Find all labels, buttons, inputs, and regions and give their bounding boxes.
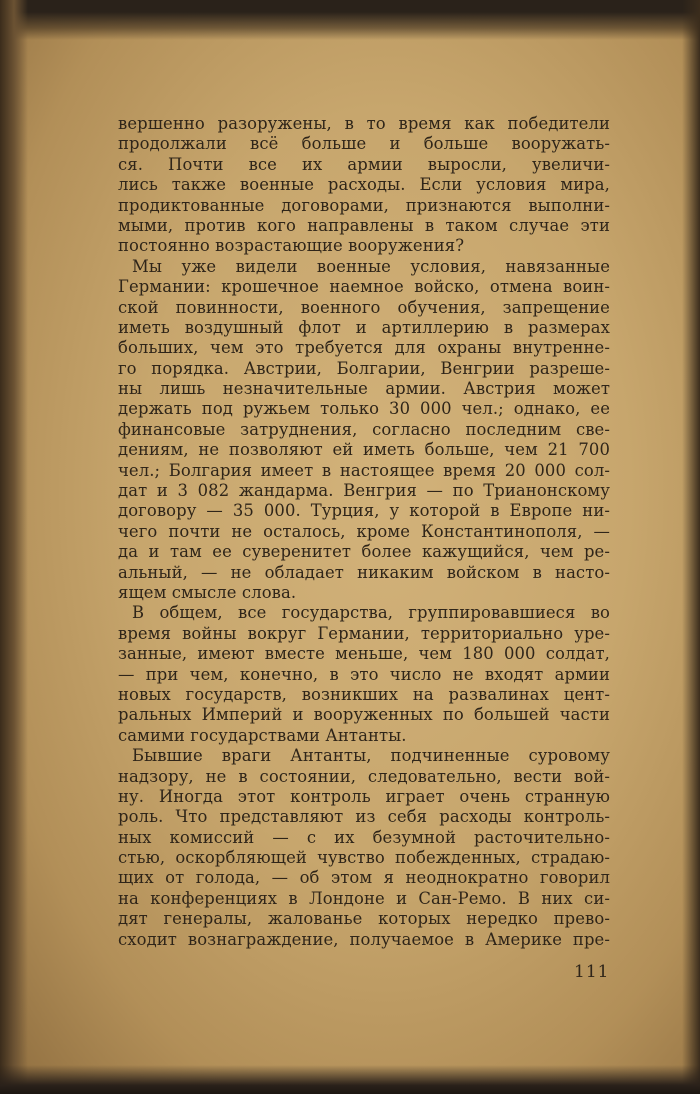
text-line: продиктованные договорами, признаются выполни- <box>118 195 610 215</box>
text-line: на конференциях в Лондоне и Сан-Ремо. В них си- <box>118 888 610 908</box>
text-line: новых государств, возникших на развалинах цент- <box>118 684 610 704</box>
text-line: дат и 3 082 жандарма. Венгрия — по Трианонскому <box>118 481 610 501</box>
text-line: чел.; Болгария имеет в настоящее время 20 000 сол- <box>118 460 610 480</box>
page-number: 111 <box>574 962 610 982</box>
text-line: ны лишь незначительные армии. Австрия может <box>118 379 610 399</box>
text-line: мыми, против кого направлены в таком случае эти <box>118 215 610 235</box>
text-line: да и там ее суверенитет более кажущийся, чем ре- <box>118 542 610 562</box>
text-line: держать под ружьем только 30 000 чел.; однако, ее <box>118 399 610 419</box>
text-line: ской повинности, военного обучения, запрещение <box>118 297 610 317</box>
text-line: дениям, не позволяют ей иметь больше, чем 21 700 <box>118 440 610 460</box>
text-line: больших, чем это требуется для охраны внутренне- <box>118 338 610 358</box>
text-line: занные, имеют вместе меньше, чем 180 000 солдат, <box>118 644 610 664</box>
page-top-shadow <box>0 0 700 40</box>
text-line: Германии: крошечное наемное войско, отмена воин- <box>118 277 610 297</box>
text-line: Мы уже видели военные условия, навязанные <box>132 256 610 276</box>
text-line: сходит вознаграждение, получаемое в Америке пре- <box>118 929 610 949</box>
text-line: вершенно разоружены, в то время как победители <box>118 114 610 133</box>
text-line: дят генералы, жалованье которых нередко прево- <box>118 909 610 929</box>
text-line: ных комиссий — с их безумной расточительно- <box>118 827 610 847</box>
text-line: лись также военные расходы. Если условия мира, <box>118 175 610 195</box>
text-line: постоянно возрастающие вооружения? <box>118 236 465 256</box>
text-line: иметь воздушный флот и артиллерию в размерах <box>118 317 610 337</box>
text-line: ящем смысле слова. <box>118 582 297 602</box>
page-left-edge <box>0 0 28 1094</box>
text-line: чего почти не осталось, кроме Константинополя, — <box>118 521 610 541</box>
text-line: альный, — не обладает никаким войском в насто- <box>118 562 610 582</box>
text-line: время войны вокруг Германии, территориально уре- <box>118 623 610 643</box>
text-line: самими государствами Антанты. <box>118 725 407 745</box>
text-line: ну. Иногда этот контроль играет очень странную <box>118 786 610 806</box>
text-line: роль. Что представляют из себя расходы контроль- <box>118 807 610 827</box>
text-line: надзору, не в состоянии, следовательно, вести вой- <box>118 766 610 786</box>
page-bottom-shadow <box>0 1065 700 1094</box>
text-line: щих от голода, — об этом я неоднократно говорил <box>118 868 610 888</box>
text-line: — при чем, конечно, в это число не входят армии <box>118 664 610 684</box>
text-line: финансовые затруднения, согласно последним све- <box>118 419 610 439</box>
text-line: ральных Империй и вооруженных по большей части <box>118 705 610 725</box>
text-line: го порядка. Австрии, Болгарии, Венгрии разреше- <box>118 358 610 378</box>
text-line: продолжали всё больше и больше вооружать- <box>118 134 610 154</box>
text-line: договору — 35 000. Турция, у которой в Европе ни- <box>118 501 610 521</box>
text-line: В общем, все государства, группировавшиеся во <box>132 603 610 623</box>
text-line: стью, оскорбляющей чувство побежденных, страдаю- <box>118 848 610 868</box>
body-text <box>118 114 610 950</box>
page-right-edge <box>682 0 700 1094</box>
text-line: ся. Почти все их армии выросли, увеличи- <box>118 154 610 174</box>
text-line: Бывшие враги Антанты, подчиненные суровому <box>132 746 610 766</box>
